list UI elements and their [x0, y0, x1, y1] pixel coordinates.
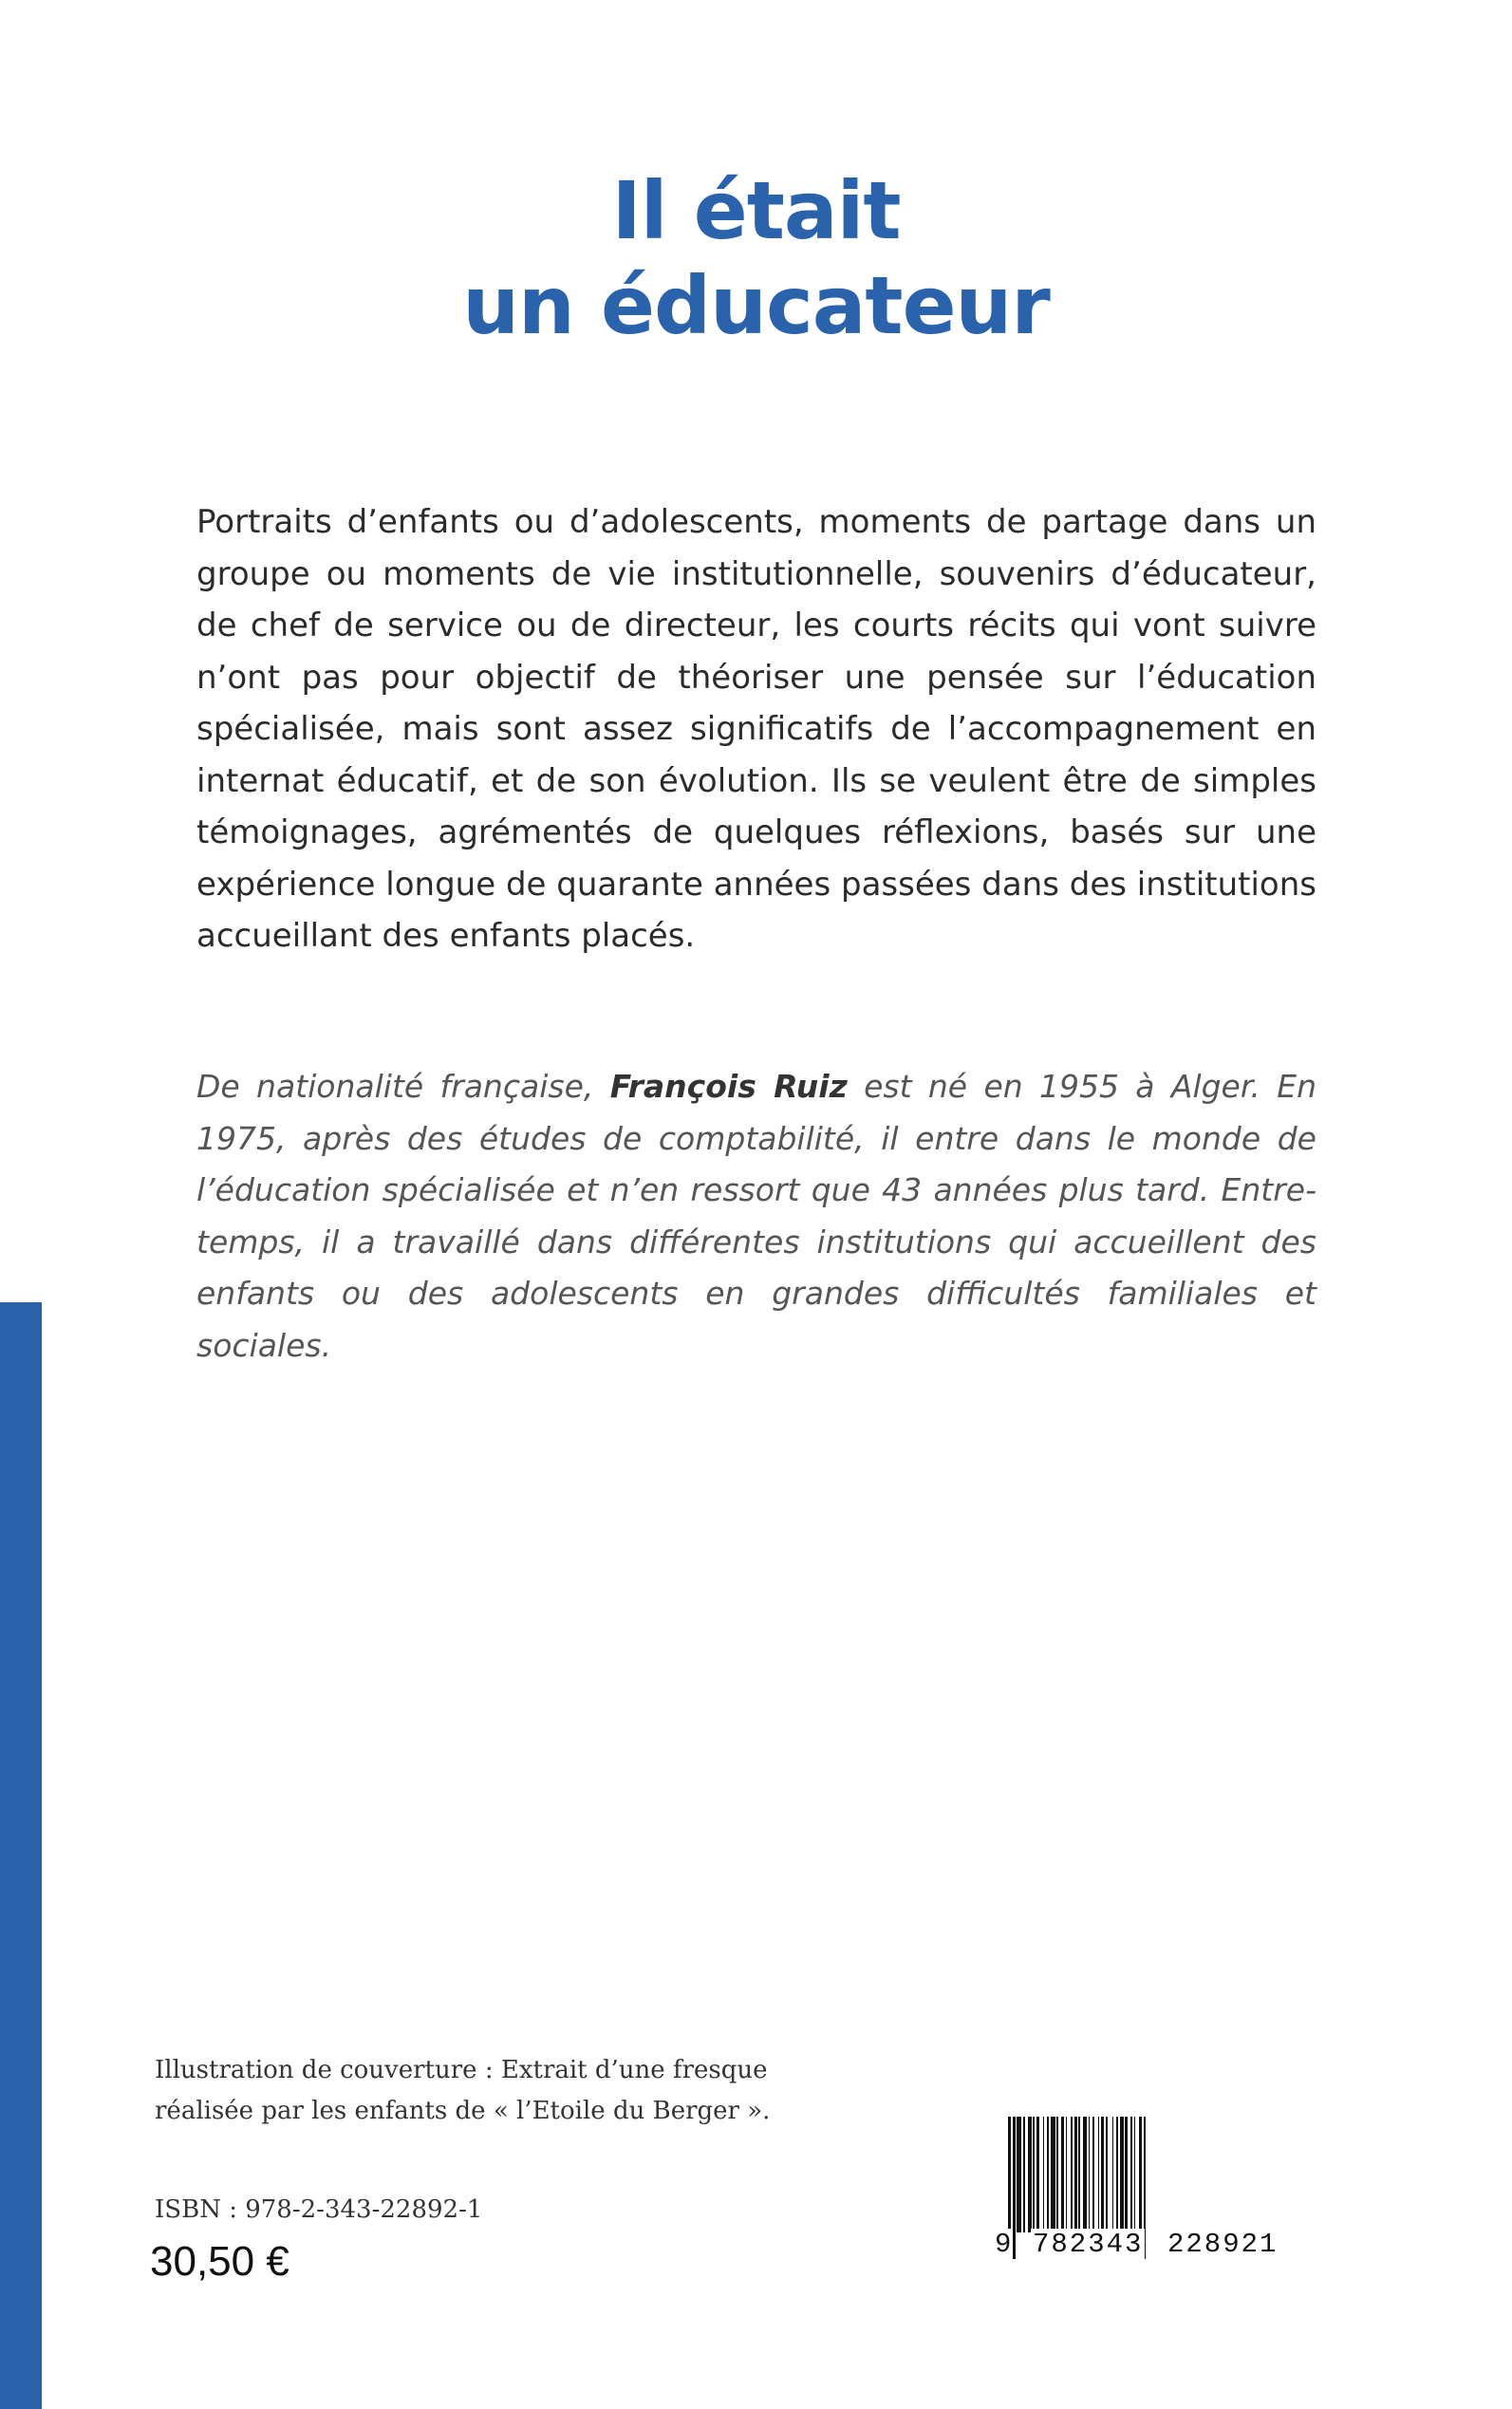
- barcode-bar: [1083, 2117, 1087, 2232]
- price: 30,50 €: [150, 2238, 289, 2285]
- author-name: François Ruiz: [609, 1068, 848, 1105]
- side-accent-bar: [0, 1302, 42, 2409]
- illustration-credit-line-2: réalisée par les enfants de « l’Etoile du Berger ».: [155, 2097, 771, 2125]
- book-blurb: Portraits d’enfants ou d’adolescents, moments de partage dans un groupe ou moments de vie institutionnelle, souvenirs d’éducateur, de chef de service ou de directeur, les courts récits qui vont suivre n’ont pas pour objectif de théoriser une pensée sur l’éducation spécialisée, mais sont assez significatifs de l’accompagnement en internat éducatif, et de son évolution. Ils se veulent être de simples témoignages, agrémentés de quelques réflexions, basés sur une expérience longue de quarante années passées dans des institutions accueillant des enfants placés.: [196, 503, 1316, 955]
- barcode-bar: [1061, 2117, 1064, 2232]
- barcode-bar: [1101, 2117, 1104, 2232]
- book-title-line-1: Il était: [611, 164, 901, 257]
- barcode-bar: [1056, 2117, 1058, 2232]
- illustration-credit: [155, 2050, 819, 2132]
- barcode-bar: [1033, 2117, 1035, 2232]
- barcode-bar: [1028, 2117, 1032, 2232]
- isbn: ISBN : 978-2-343-22892-1: [155, 2195, 483, 2224]
- author-bio-intro: De nationalité française,: [196, 1068, 610, 1105]
- barcode-bar: [1017, 2117, 1021, 2232]
- barcode-digits: [993, 2229, 1293, 2267]
- barcode-bar: [1023, 2117, 1025, 2232]
- barcode-bar: [1106, 2117, 1108, 2232]
- barcode-bar: [1066, 2117, 1067, 2232]
- barcode-bar: [1089, 2117, 1090, 2232]
- book-title: [0, 163, 1512, 353]
- barcode-bar: [1098, 2117, 1099, 2232]
- barcode-bar: [1120, 2117, 1124, 2232]
- barcode-bar: [1071, 2117, 1073, 2232]
- barcode-digits-left: 782343: [1033, 2229, 1144, 2260]
- barcode-bar: [1139, 2117, 1142, 2232]
- barcode-bar: [1116, 2117, 1118, 2232]
- illustration-credit-line-1: Illustration de couverture : Extrait d’une fresque: [155, 2056, 768, 2084]
- barcode-bar: [1130, 2117, 1132, 2232]
- barcode-bar: [1036, 2117, 1039, 2232]
- author-bio: [196, 1061, 1316, 1372]
- barcode-bar: [1047, 2117, 1049, 2232]
- barcode-digit-first: 9: [995, 2229, 1012, 2260]
- barcode-bar: [1051, 2117, 1055, 2232]
- book-title-line-2: un éducateur: [462, 259, 1050, 352]
- barcode-bar: [1043, 2117, 1044, 2232]
- author-bio-text: est né en 1955 à Alger. En 1975, après des études de comptabilité, il entre dans le monde de l’éducation spécialisée et n’en ressort que 43 années plus tard. Entre-temps, il a travaillé dans différentes institutions qui accueillent des enfants ou des adolescents en grandes difficultés familiales et sociales.: [196, 1068, 1316, 1364]
- barcode-bar: [1125, 2117, 1128, 2232]
- barcode-bar: [1092, 2117, 1094, 2232]
- barcode-bar: [1134, 2117, 1135, 2232]
- barcode-digits-right: 228921: [1167, 2229, 1279, 2260]
- barcode-bar: [1112, 2117, 1113, 2232]
